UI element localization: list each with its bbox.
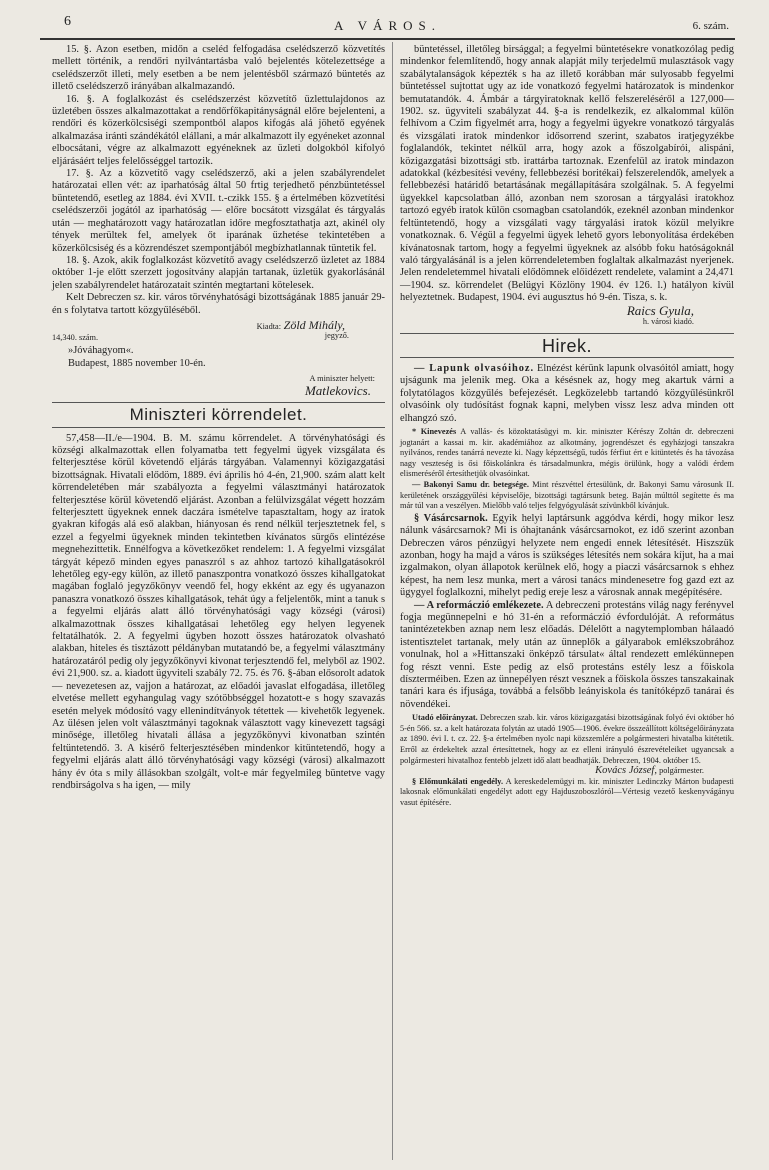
issue-number: 6. szám. <box>692 20 729 32</box>
news-item-text: A debreczeni protestáns világ nagy ferényvel fogja megünnepelni e hó 31-én a reformáczió évfordulóját. A református tanintézetekben aznap nem lesz előadás. Délelőtt a nagytemplomban hálaadó istentisztelet tartanak, mely után az ünneplők a gályarabok emlékszobrához vonulnak, hol a »Hittanszaki önképző társulat« által rendezett emlékünnepen fog részt venni. Este pedig az első protestáns estély lesz a főiskola díszterméiben. Ezen az ünnepélyen részt vesznek a főiskola összes tanszakainak tanári kara és ifjusága, továbbá a felsőbb leányiskola és tanítóképző tanárai és növendékei. <box>400 599 734 710</box>
paragraph-kelt: Kelt Debreczen sz. kir. város törvényhatósági bizottságának 1885 január 29-én s folytatva tartott közgyűléséből. <box>52 292 385 316</box>
news-divider-2 <box>400 357 734 358</box>
paragraph-18: 18. §. Azok, akik foglalkozást közvetítő avagy cselédszerző üzletet az 1884 október 1-je előtt szerzett jogosítvány alapján tartanak, üzletük gyakorlásánál jelen szabályrendelet határozatait szintén megtartani kötelesek. <box>52 254 385 291</box>
jegyzo-label: jegyző. <box>324 331 349 341</box>
minister-name: Matlekovics. <box>304 382 371 398</box>
decree-signature <box>400 302 734 328</box>
section-title-decree: Miniszteri körrendelet. <box>129 405 308 425</box>
ref-line <box>52 333 385 345</box>
news-item-text: Elnézést kérünk lapunk olvasóitól amiatt, hogy ujságunk ma jelenik meg. Oka a késésnek az, hogy meg akartuk várni a folytatólagos közgyűlés befejezését. Legközelebb tartandó közgyűlésünkről olvasóink oly tudósítást fognak kapni, melyben vissz lesz adva minden ott elhangzó szó. <box>400 362 734 424</box>
news-item-title: — Lapunk olvasóihoz. <box>414 362 535 374</box>
news-item-small <box>400 713 734 808</box>
right-column <box>400 44 734 809</box>
news-item-title: Utadó előirányzat. <box>412 713 478 723</box>
news-item-small <box>400 427 734 512</box>
section-divider <box>52 402 385 403</box>
news-item-signature <box>400 766 734 777</box>
news-item-text: A vallás- és közoktatásügyi m. kir. miniszter Kérészy Zoltán dr. debreczeni jogtanárt a kassai m. kir. akadémiához az alkotmány, jogrendészet és egyházjogi tanszakra nyilvános, rendes tanárrá nevezte ki. Nagy képzettségű, tudós férfiut ért e kitüntetés és ha távozása nagy veszteség is ősi főiskolánkra és társadalmunkra, mégis örülünk, hogy a valódi érdem elismeréséről értesíthetjük olvasóinkat. <box>400 426 734 479</box>
left-column <box>52 44 385 792</box>
newspaper-title: A VÁROS. <box>333 18 441 33</box>
paragraph-17: 17. §. Az a közvetítő vagy cselédszerző, aki a jelen szabályrendelet határozatai ellen vét: az iparhatóság által 50 frtig terjedhető pénzbüntetéssel büntetendő, esetleg az 1884. évi XVII. t.-czikk 155. § a értelmében közvetítési cselédszerzői jogától az iparhatóság — előre bocsátott vizsgálat és tárgyalás után — meghatározott vagy határozatlan időre megfosztathatja azt, akinél oly tények merültek fel, amelyek őt iparának üzhetése tekintetében a közerkölcsiség és a közrendészet szempontjából megbízhatlannak tüntetik fel. <box>52 168 385 254</box>
news-item-text: Egyik helyi laptársunk aggódva kérdi, hogy mikor lesz nálunk vásárcsarnok? Mi is óhajtanánk vásárcsarnokot, ez idő szerint azonban Debreczen város pénzügyi helyzete nem engedi ennek létesítését. Hiszszük azonban, hogy ha majd a város is szükséges létesítés nem sokára kíjut, ha a mai izgalmakon, olyan állapotok kerülnek elő, hogy a piaczi vásárcsarnok s ehhez képest, ha nem lesz munka, mert a városi tanács mindenesetre fog gazd ezt az ügygyel foglalkozni, mihelyt pedig ereje lesz a városnak annak megépítésére. <box>400 512 734 599</box>
news-item-text: A kereskedelemügyi m. kir. miniszter Ledinczky Márton budapesti lakosnak előmunkálati engedélyt adott egy Hajduszoboszlóról—Vértesig vezető keskenyvágányu vasut építésére. <box>400 776 734 807</box>
mayor-role: polgármester. <box>659 766 704 776</box>
approval-text: »Jóváhagyom«. <box>68 345 134 357</box>
news-item-text: Debreczen szab. kir. város közigazgatási bizottságának folyó évi október hó 5-én 566. sz. a kelt határozata folytán az utadó 1905—1906. évekre összeállított költségelőirányzata az 1890. évi I. t. cz. 22. §-a értelmében nyolc napi közszemlére a polgármesteri hivatalba kitétetik. Erről az érdekeltek azzal értesíttetnek, hogy az ez elleni irányuló észrevételeiket ugyancsak a polgármesteri hivatalhoz fentebb jelzett idő alatt beadhatják. Debreczen, 1904. október 15. <box>400 713 734 765</box>
news-item-text: Mint részvéttel értesülünk, dr. Bakonyi Samu városunk II. kerületének országgyűlési képviselője, bizottsági tagtársunk beteg. Baján múlttól segítette és ma már túl van a veszélyen. Mielőbb való teljes felgyógyulását szívünkből kívánjuk. <box>400 479 734 511</box>
header-rule <box>40 38 735 40</box>
column-divider <box>392 42 393 1160</box>
kiadta-name: Zöld Mihály, <box>283 317 345 332</box>
page-number: 6 <box>64 14 71 29</box>
news-item-title: — A reformáczió emlékezete. <box>414 599 544 611</box>
minister-label: A miniszter helyett: <box>309 374 375 384</box>
section-divider-2 <box>52 427 385 428</box>
decree-text: 57,458—II./e—1904. B. M. számu körrendelet. A törvényhatósági és községi alkalmazottak ellen folyamatba tett fegyelmi ügyek vizsgálata és felterjesztése körül követendő eljárás tárgyában. Valamennyi közigazgatási bizottságnak. Hivatali elődöm, 1889. évi április hó 4-én, 21,900. szám alatt kelt körrendeletében már szabályozta a fegyelmi választmányi határozatok felterjesztése körül követendő eljárást. Azonban a felülvizsgálat végett hozzám felterjesztett ügyeknek ennek daczára ismételve tapasztaltam, hogy az iratok gyakran kifogás alá eső alakban, hiányosan és rend nélkül terjesztetnek fel, s ezzel a fegyelmi ügyeknek minden tekintetben kívánatos sürgős elintézése megnehezittetik. Ennélfogva a következőket rendelem: 1. A fegyelmi vizsgálat tárgyát képező minden egyes panaszról s az ahhoz tartozó kihallgatásokról lehetőleg egy-egy külön, az illető panaszpontra vonatkozó összes kihallgatokat magában foglaló jegyzőkönyv veendő fel, hogy ekként az egy és ugyanazon panaszra vonatkozó összes kihallgatások, tehát úgy a feljelentők, mint a tanuk s a fegyelmi eljárás alatt álló törvényhatósági vagy községi (városi) alkalmazottnak összes kihallgatásai lehetőleg egy helyen legyenek feltatálhatók. 2. A fegyelmi ügyben hozott összes határozatok olvasható alakban, hiteles és tisztázott példányban mutatandó be, a fegyelmi választmány határozatáról pedig oly jegyzőkönyvi kivonat terjesztendő fel, melyből az 1902. évi 21,900. sz. a. kiadott ügyviteli szabály 72. 75. és 76. §-ában elősorolt adatok — nevezetesen az, vajjon a határozat, az előadói javaslat elfogadása, illetőleg elvetése mellett egyhangulag vagy szótöbbséggel hozatott-e s hogy szavazás esetén melyek módosító vagy ellenindítványok tétettek — kivehetők legyenek. Az ülésen jelen volt választmányi tagoknak választott vagy kinevezett tagsági minősége, illetőleg hivatali állása a jegyzőkönyvi kivonatban szintén feltüntetendő. 3. A kisérő felterjesztésében mindenkor kitüntetendő, hogy a fegyelmi eljárás alatt álló törvényhatósági vagy községi (városi) alkalmazott hány év óta s mily állásokban szolgált, volt-e már fegyelmileg büntetve vagy rendbirságolva s ha igen, — mily <box>52 432 386 791</box>
news-item-title: — Bakonyi Samu dr. betegsége. <box>412 479 529 489</box>
kiadta-label: Kiadta: <box>256 321 282 331</box>
decree-continuation: büntetéssel, illetőleg birsággal; a fegyelmi büntetésekre vonatkozólag pedig mindenkor felemlítendő, hogy annak alapját mily terjedelmű mulasztások vagy szabálytalanságok képezték s ha az illető korábban már sulyosabb fegyelmi büntetéssel sujtottat ugy az ide vonatkozó fegyelmi határozatok is mindenkor bemutatandók. 4. Ámbár a tárgyiratoknak kellő felszereléséről a 127,000—1902. sz. ügyviteli szabályzat 44. §-a is rendelkezik, ez alkalommal külön felhívom a Czim figyelmét arra, hogy a fegyelmi ügyekre vonatkozó tárgyalás és vizsgálati iratok mindenkor idősorrend szerint, szabatos iratjegyzékbe foglalandók, tekintet nélkül arra, hogy azok a főszolgabírói, alispáni, közigazgatási bizottsági stb. irattárba tartoznak. Ezenfelül az iratok mindazon adatokkal (kézbesítési vevény, fellebbezési boritékai) felszerelendők, amelyek a fellebbezési határidő betartásának megállapítására szolgálnak. 5. A fegyelmi ügyekkel kapcsolatban álló, azonban nem szorosan a tárgyalási iratokhoz tartozó egyéb iratok külön csomagban csatolandók, ezeknél azonban mindenkor feltüntetendő, hogy a vizsgálati vagy tárgyalási iratok közül melyikre vonatkoznak. 6. Végül a fegyelmi ügyek lehető gyors lebonyolítása érdekében kívánatosnak tartom, hogy a fegyelmi ügyeknek az alsóbb foku hatóságoknál való tárgyalásánál is a jelen körrendeletemben foglaltak alkalmazást nyerjenek. Jelen rendeletemmel hivatali elődömnek előidézett rendelete, valamint a 24,471—1904. sz. körrendelet (Belügyi Közlöny 1904. év 126. l.) hatályon kívül helyeztetnek. Budapest, 1904. évi augusztus hó 9-én. Tisza, s. k. <box>400 44 734 304</box>
news-item <box>400 513 734 600</box>
news-item <box>400 600 734 712</box>
paragraph-16: 16. §. A foglalkozást és cselédszerzést közvetítő üzlettulajdonos az üzletében összes alkalmazottakat a rendőrfőkapitányságnál előre bejelenteni, a rendőri és közerkölcsiségi szempontból alapos kifogás alá jöhető egyének alkalmazása iránti szándékától elállani, a már alkalmazott ily egyéneket azonnal elbocsátani, végre az alkalmazott egyéneknek az üzleti dolgokból kifolyó eljárásáért teljes felelősséggel tartozik. <box>52 93 385 167</box>
ref-number: 14,340. szám. <box>52 333 99 343</box>
page-header <box>40 14 735 38</box>
section-title-news: Hirek. <box>541 335 592 356</box>
approval-date: Budapest, 1885 november 10-én. <box>68 357 206 369</box>
news-item <box>400 363 734 425</box>
paragraph-15: 15. §. Azon esetben, midőn a cseléd felfogadása cselédszerző közvetítés mellett történik, a rendőri nyilvántartásba való bejelentés kötelezettsége a cselédszerzőt illeti, mely esetben a be nem jelentésből származó büntetés az illető cselédszerző irányában alkalmazandó. <box>52 44 385 93</box>
news-item-title: § Előmunkálati engedély. <box>412 776 504 786</box>
news-divider <box>400 333 734 334</box>
issuer-signature <box>52 319 385 397</box>
signatory-name: Raics Gyula, <box>626 302 694 318</box>
signatory-role: h. városi kiadó. <box>642 316 694 326</box>
mayor-name: Kovács József, <box>595 765 657 777</box>
news-item-title: § Vásárcsarnok. <box>414 512 488 524</box>
news-item-title: * Kinevezés <box>412 426 457 436</box>
